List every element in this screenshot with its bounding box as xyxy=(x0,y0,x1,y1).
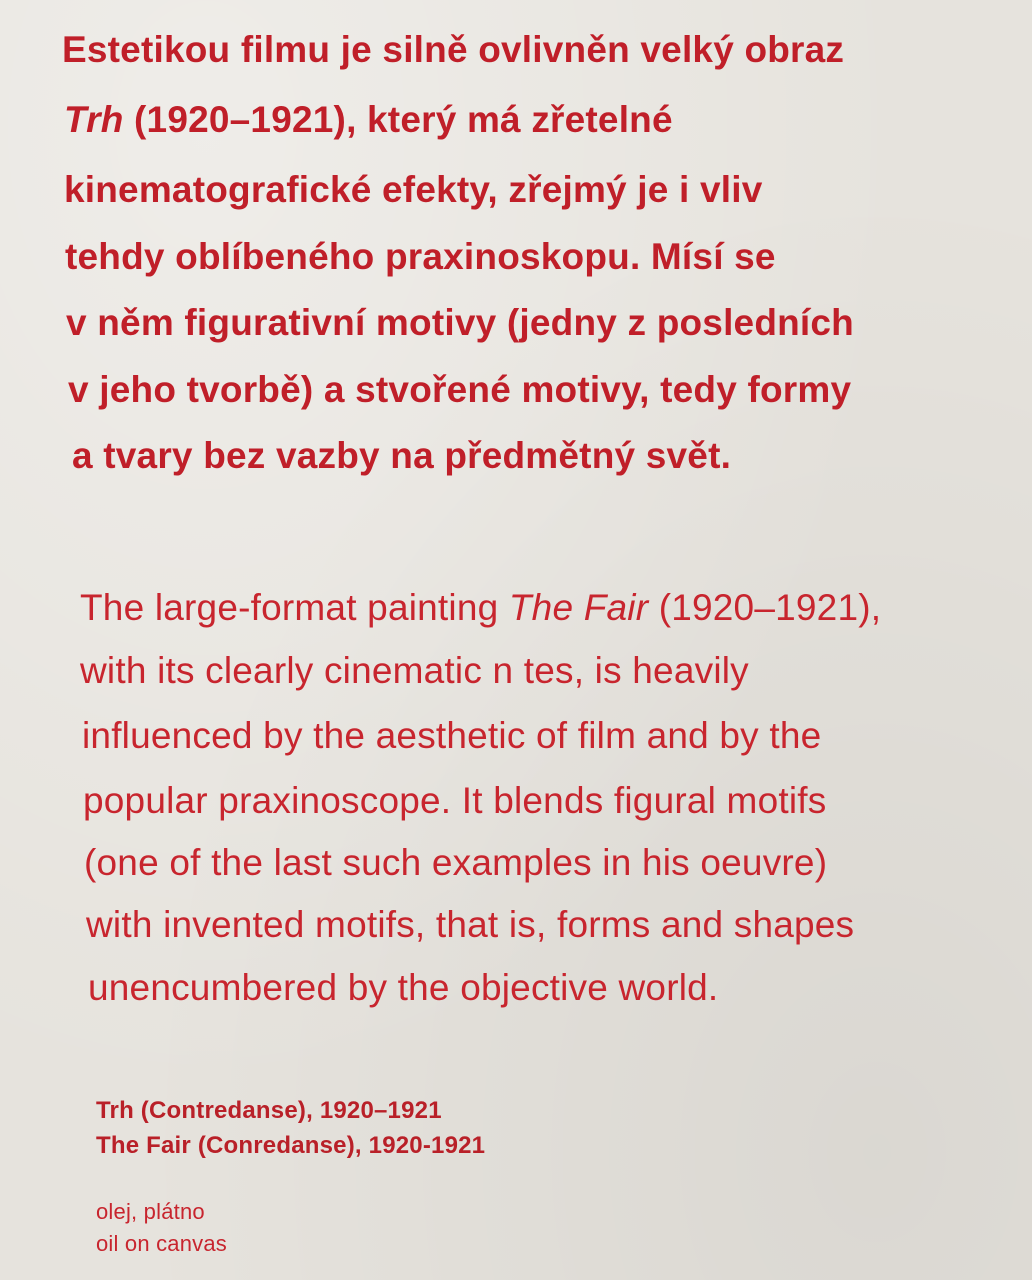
caption-title-english: The Fair (Conredanse), 1920-1921 xyxy=(96,1132,486,1159)
czech-line-7: a tvary bez vazby na předmětný svět. xyxy=(72,435,732,476)
caption-title-czech: Trh (Contredanse), 1920–1921 xyxy=(96,1097,442,1124)
english-line-2: with its clearly cinematic n tes, is heavily xyxy=(80,650,749,691)
czech-line-2: Trh (1920–1921), který má zřetelné xyxy=(64,99,673,140)
czech-line-6: v jeho tvorbě) a stvořené motivy, tedy formy xyxy=(68,369,852,410)
czech-line-4: tehdy oblíbeného praxinoskopu. Mísí se xyxy=(65,236,776,277)
english-artwork-title: The Fair xyxy=(508,587,649,628)
english-line-5: (one of the last such examples in his oeuvre) xyxy=(84,842,828,883)
caption-medium-english: oil on canvas xyxy=(96,1231,228,1256)
english-line-7: unencumbered by the objective world. xyxy=(88,967,719,1008)
czech-line-5: v něm figurativní motivy (jedny z posledních xyxy=(66,302,854,343)
english-line-1: The large-format painting The Fair (1920–1921), xyxy=(80,587,882,628)
english-line-4: popular praxinoscope. It blends figural motifs xyxy=(83,780,827,821)
czech-line-1: Estetikou filmu je silně ovlivněn velký obraz xyxy=(62,29,845,70)
czech-line-3: kinematografické efekty, zřejmý je i vliv xyxy=(64,169,763,210)
caption-medium-czech: olej, plátno xyxy=(96,1199,205,1224)
english-line-6: with invented motifs, that is, forms and shapes xyxy=(86,904,855,945)
czech-artwork-title: Trh xyxy=(64,99,124,140)
english-line-3: influenced by the aesthetic of film and by the xyxy=(82,715,822,756)
